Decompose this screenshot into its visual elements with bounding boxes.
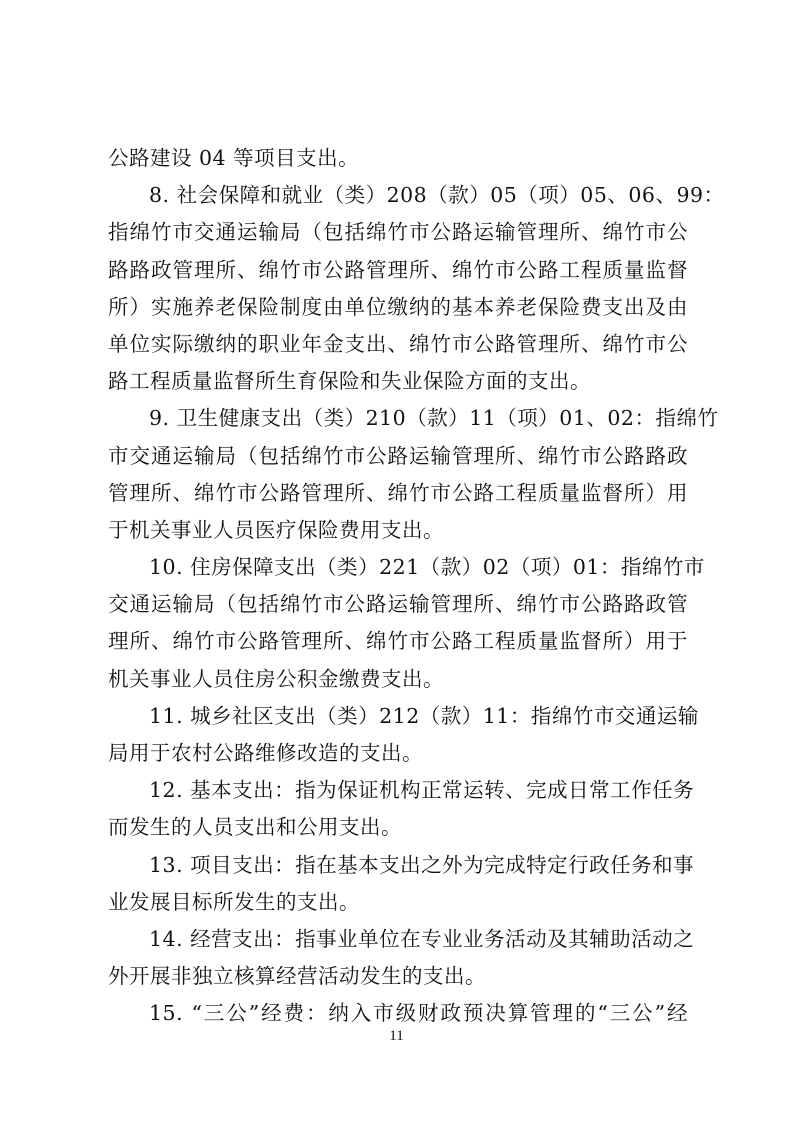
text-line: 业发展目标所发生的支出。 [108, 889, 360, 914]
text-line: 12. 基本支出：指为保证机构正常运转、完成日常工作任务 [149, 778, 695, 803]
text-line: 而发生的人员支出和公用支出。 [108, 815, 402, 840]
text-line: 交通运输局（包括绵竹市公路运输管理所、绵竹市公路路政管 [108, 592, 688, 617]
text-line: 单位实际缴纳的职业年金支出、绵竹市公路管理所、绵竹市公 [108, 331, 688, 356]
text-line: 管理所、绵竹市公路管理所、绵竹市公路工程质量监督所）用 [108, 480, 688, 505]
text-line: 机关事业人员住房公积金缴费支出。 [108, 666, 444, 691]
text-line: 所）实施养老保险制度由单位缴纳的基本养老保险费支出及由 [108, 294, 688, 319]
text-line: 11. 城乡社区支出（类）212（款）11：指绵竹市交通运输 [149, 703, 699, 728]
text-line: 9. 卫生健康支出（类）210（款）11（项）01、02：指绵竹 [149, 406, 719, 431]
page-number: 11 [389, 1028, 404, 1044]
text-line: 14. 经营支出：指事业单位在专业业务活动及其辅助活动之 [149, 926, 695, 951]
body-text [108, 140, 725, 1033]
text-line: 10. 住房保障支出（类）221（款）02（项）01：指绵竹市 [149, 555, 705, 580]
text-line: 指绵竹市交通运输局（包括绵竹市公路运输管理所、绵竹市公 [108, 220, 688, 245]
text-line: 路工程质量监督所生育保险和失业保险方面的支出。 [108, 369, 591, 394]
text-line: 外开展非独立核算经营活动发生的支出。 [108, 964, 486, 989]
text-line: 公路建设 04 等项目支出。 [108, 146, 360, 170]
text-line: 8. 社会保障和就业（类）208（款）05（项）05、06、99： [149, 183, 725, 208]
text-line: 路路政管理所、绵竹市公路管理所、绵竹市公路工程质量监督 [108, 257, 688, 282]
text-line: 13. 项目支出：指在基本支出之外为完成特定行政任务和事 [149, 852, 695, 877]
text-line: 局用于农村公路维修改造的支出。 [108, 741, 423, 765]
text-line: 市交通运输局（包括绵竹市公路运输管理所、绵竹市公路路政 [108, 443, 688, 468]
text-line: 理所、绵竹市公路管理所、绵竹市公路工程质量监督所）用于 [108, 629, 688, 654]
text-line: 15. “三公”经费：纳入市级财政预决算管理的“三公”经 [149, 1001, 688, 1026]
text-line: 于机关事业人员医疗保险费用支出。 [108, 517, 444, 542]
